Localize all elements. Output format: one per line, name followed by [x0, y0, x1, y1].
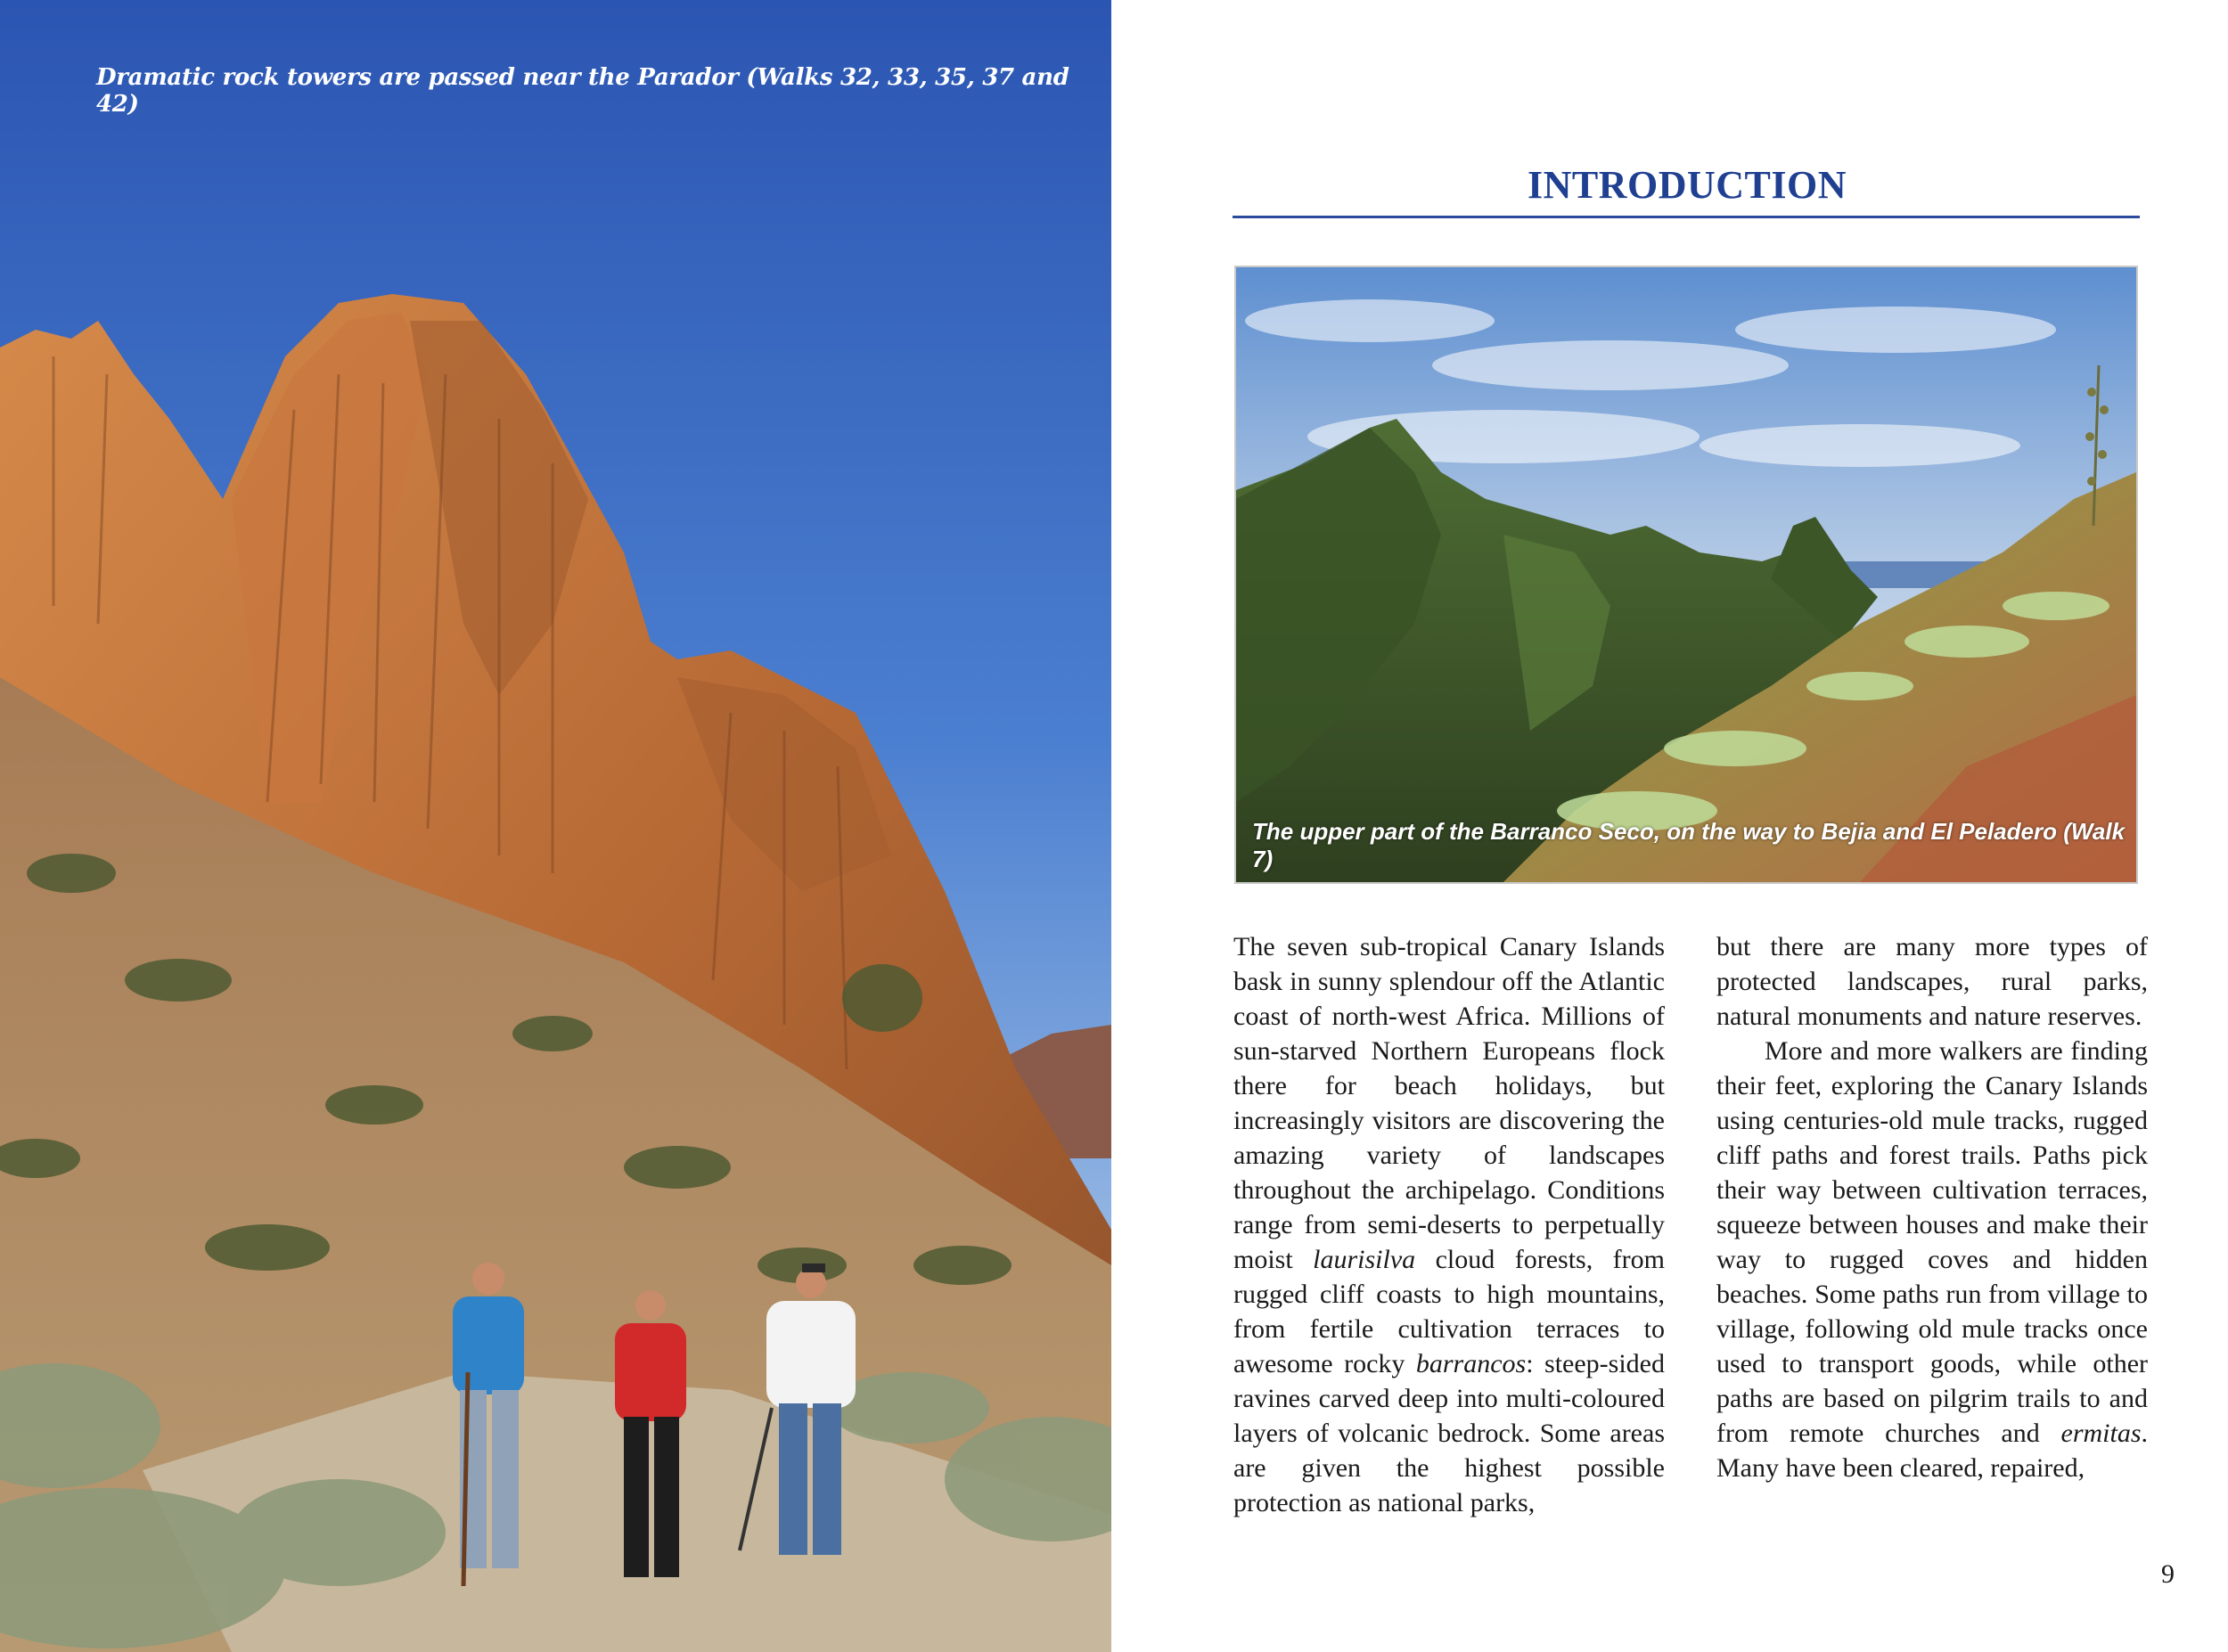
text-span: : steep-sided ravines carved deep into multi-coloured layers of volcanic bedrock. Some areas are given the highest possible protection as national parks, [1233, 1349, 1665, 1517]
italic-term-barrancos: barrancos [1415, 1349, 1527, 1378]
text-span: The seven sub-tropical Canary Islands bask in sunny splendour off the Atlantic coast of north-west Africa. Millions of sun-starved Northern Europeans flock there for beach holidays, but increasingly visitors are discovering the amazing variety of landscapes throughout the archipelago. Conditions range from semi-deserts to perpetually moist [1233, 932, 1665, 1274]
rock-towers-hikers-photo [0, 0, 1111, 1652]
intro-paragraph-1 [1233, 929, 1665, 1520]
body-column-right [1716, 929, 2148, 1485]
text-span: . Many have been cleared, repaired, [1716, 1419, 2148, 1483]
text-span: cloud forests, from rugged cliff coasts to high mountains, from fertile cultivation terraces to awesome rocky [1233, 1245, 1665, 1378]
intro-paragraph-1-continued: but there are many more types of protected landscapes, rural parks, natural monuments and nature reserves. [1716, 932, 2148, 1031]
text-span: More and more walkers are finding their feet, exploring the Canary Islands using centuries-old mule tracks, rugged cliff paths and forest trails. Paths pick their way between cultivation terraces, squeeze between houses and make their way to rugged coves and hidden beaches. Some paths run from village to village, following old mule tracks once used to transport goods, while other paths are based on pilgrim trails to and from remote churches and [1716, 1036, 2148, 1448]
title-underline [1233, 216, 2140, 218]
left-page-photo-spread [0, 0, 1111, 1652]
italic-term-ermitas: ermitas [2060, 1419, 2142, 1448]
right-page [1111, 0, 2228, 1652]
intro-paragraph-2 [1716, 1034, 2148, 1485]
left-photo-caption: Dramatic rock towers are passed near the Parador (Walks 32, 33, 35, 37 and 42) [96, 64, 1069, 118]
italic-term-laurisilva: laurisilva [1313, 1245, 1416, 1274]
body-column-left [1233, 929, 1665, 1520]
barranco-seco-photo-caption: The upper part of the Barranco Seco, on the way to Bejia and El Peladero (Walk 7) [1252, 818, 2126, 872]
page-number: 9 [2161, 1559, 2175, 1589]
barranco-seco-photo [1236, 267, 2136, 882]
barranco-seco-photo-frame [1234, 266, 2138, 884]
chapter-title: INTRODUCTION [1527, 163, 1847, 207]
